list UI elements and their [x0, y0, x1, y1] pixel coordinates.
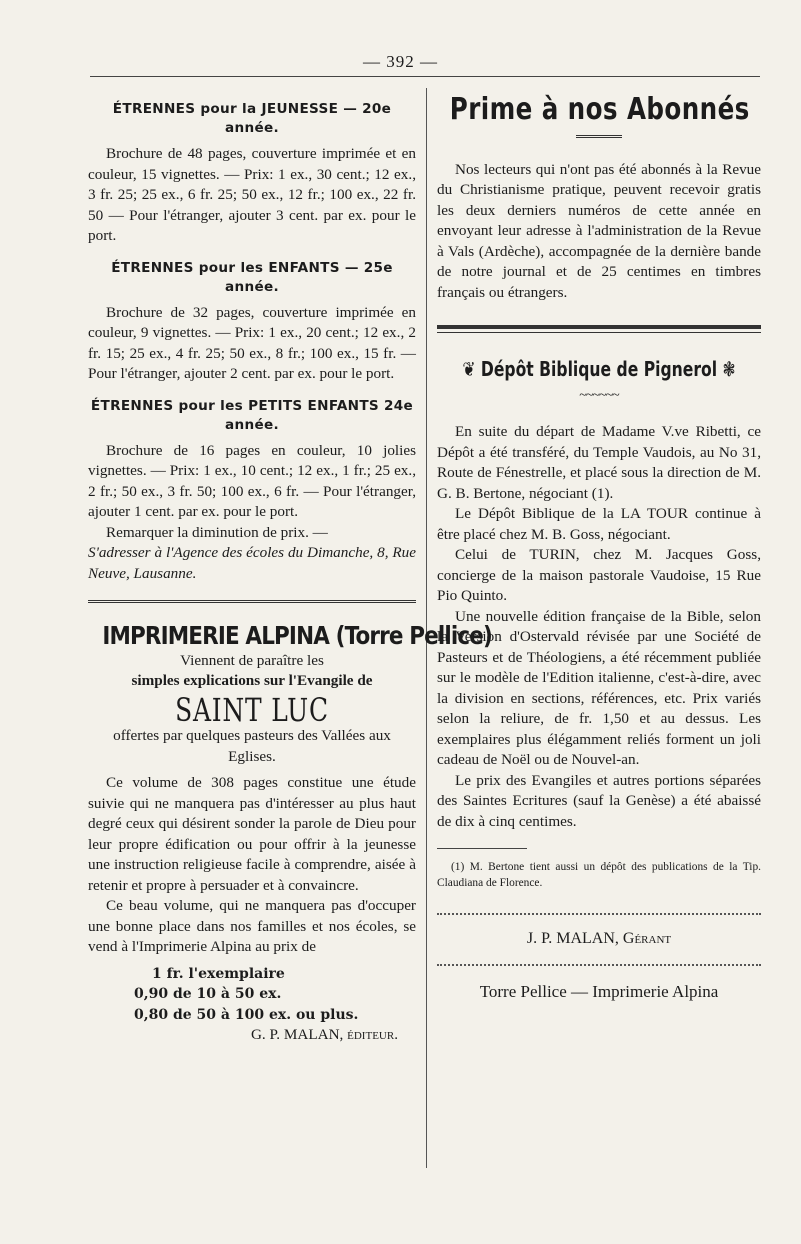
section-divider: [437, 325, 761, 333]
top-rule: [90, 76, 760, 77]
imprimerie-body1: Ce volume de 308 pages constitue une étude suivie qui ne manquera pas d'intéresser au plus haut degré ceux qui désirent sonder la parole de Dieu pour leur propre édification ou pour offrir à la jeunesse une instruction religieuse facile à comprendre, aisée à retenir et propre à persuader et à convaincre.: [88, 774, 416, 894]
price-line: 0,90 de 10 à 50 ex.: [134, 986, 282, 1002]
depot-p4: Une nouvelle édition française de la Bible, selon la Version d'Ostervald révisée par une Société de Pasteurs et de Théologiens, a été récemment publiée sur le modèle de l'Edition italienne, c'est-à-dire, avec la division en sections, références, etc. Prix variés selon la reliure, de fr. 1,50 et au dessus. Les exemplaires plus élégamment reliés forment un joli cadeau de Noël ou de Nouvel-an.: [437, 607, 761, 768]
depot-p1: En suite du départ de Madame V.ve Ribetti, ce Dépôt a été transféré, du Temple Vaudois, au No 31, Route de Fénestrelle, et placé sous la direction de M. G. B. Bertone, négociant (1).: [437, 423, 761, 502]
price-list: [88, 964, 416, 1026]
ad-petits-enfants-title: ÉTRENNES pour les PETITS ENFANTS 24e année.: [90, 397, 414, 433]
right-column: [437, 92, 761, 1002]
depot-p5: Le prix des Evangiles et autres portions séparées des Saintes Ecritures (sauf la Genèse) a été abaissé de dix à cinq centimes.: [437, 771, 761, 830]
ad-enfants-body: Brochure de 32 pages, couverture imprimée en couleur, 9 vignettes. — Prix: 1 ex., 20 cent.; 12 ex., 2 fr. 15; 25 ex., 4 fr. 25; 50 ex., 8 fr.; 100 ex., 15 fr. — Pour l'étranger, ajouter 2 cent. par ex. pour le port.: [88, 303, 416, 382]
footnote: (1) M. Bertone tient aussi un dépôt des publications de la Tip. Claudiana de Florence.: [437, 861, 761, 889]
prime-body: Nos lecteurs qui n'ont pas été abonnés à la Revue du Christianisme pratique, peuvent recevoir gratis les deux derniers numéros de cette année en envoyant leur adresse à l'administration de la Revue à Vals (Ardèche), accompagnée de la dernière bande de notre journal et de 25 centimes en timbres français ou étrangers.: [437, 160, 761, 301]
publisher: G. P. MALAN, éditeur.: [250, 1026, 398, 1043]
ornament-left-icon: ❦: [462, 357, 476, 381]
ad-remark: Remarquer la diminution de prix. —: [106, 523, 328, 541]
ad-jeunesse-body: Brochure de 48 pages, couverture imprimée et en couleur, 15 vignettes. — Prix: 1 ex., 30 cent.; 12 ex., 3 fr. 25; 25 ex., 6 fr. 25; 50 ex., 12 fr.; 100 ex., 22 fr. 50 — Pour l'étranger, ajouter 3 cent. par ex. pour le port.: [88, 145, 416, 244]
imprimerie-line2: simples explications sur l'Evangile de: [131, 672, 373, 689]
page-number: — 392 —: [363, 52, 438, 71]
imprimerie-line3: offertes par quelques pasteurs des Vallées aux Eglises.: [113, 727, 391, 765]
printer-line: Torre Pellice — Imprimerie Alpina: [479, 981, 719, 1001]
section-divider: [88, 600, 416, 608]
left-column: [88, 92, 492, 1046]
imprimerie-title: IMPRIMERIE ALPINA (Torre Pellice): [102, 621, 492, 650]
price-line: 0,80 de 50 à 100 ex. ou plus.: [134, 1006, 359, 1023]
depot-heading: [457, 359, 741, 380]
prime-title: Prime à nos Abonnés: [449, 92, 750, 127]
ad-address: S'adresser à l'Agence des écoles du Dimanche, 8, Rue Neuve, Lausanne.: [88, 544, 416, 582]
short-rule: [576, 135, 622, 138]
dotted-divider: [437, 964, 761, 966]
ad-petits-enfants-body: Brochure de 16 pages en couleur, 10 jolies vignettes. — Prix: 1 ex., 10 cent.; 12 ex., 1 fr.; 25 ex., 2 fr.; 50 ex., 3 fr. 50; 100 ex., 6 fr. — Pour l'étranger, ajouter 1 cent. par ex. pour le port.: [88, 441, 416, 520]
imprimerie-body2: Ce beau volume, qui ne manquera pas d'occuper une bonne place dans nos familles et nos écoles, se vend à l'Imprimerie Alpina au prix de: [88, 897, 416, 955]
saint-luc-heading: SAINT LUC: [175, 690, 329, 729]
dotted-divider: [437, 913, 761, 915]
depot-p3: Celui de TURIN, chez M. Jacques Goss, concierge de la maison pastorale Vaudoise, 15 Rue Pio Quinto.: [437, 546, 761, 604]
imprimerie-line1: Viennent de paraître les: [180, 651, 324, 669]
depot-p2: Le Dépôt Biblique de la LA TOUR continue à être placé chez M. B. Goss, négociant.: [437, 505, 761, 543]
tilde-separator: ~~~~~~: [579, 387, 619, 403]
price-line: 1 fr. l'exemplaire: [152, 965, 285, 982]
gerant: J. P. MALAN, Gérant: [526, 930, 672, 947]
ad-enfants-title: ÉTRENNES pour les ENFANTS — 25e année.: [111, 259, 393, 295]
ad-jeunesse-title: ÉTRENNES pour la JEUNESSE — 20e année.: [112, 101, 392, 136]
footnote-rule: [437, 848, 527, 849]
ornament-right-icon: ❃: [722, 357, 736, 381]
depot-title: Dépôt Biblique de Pignerol: [480, 357, 718, 381]
